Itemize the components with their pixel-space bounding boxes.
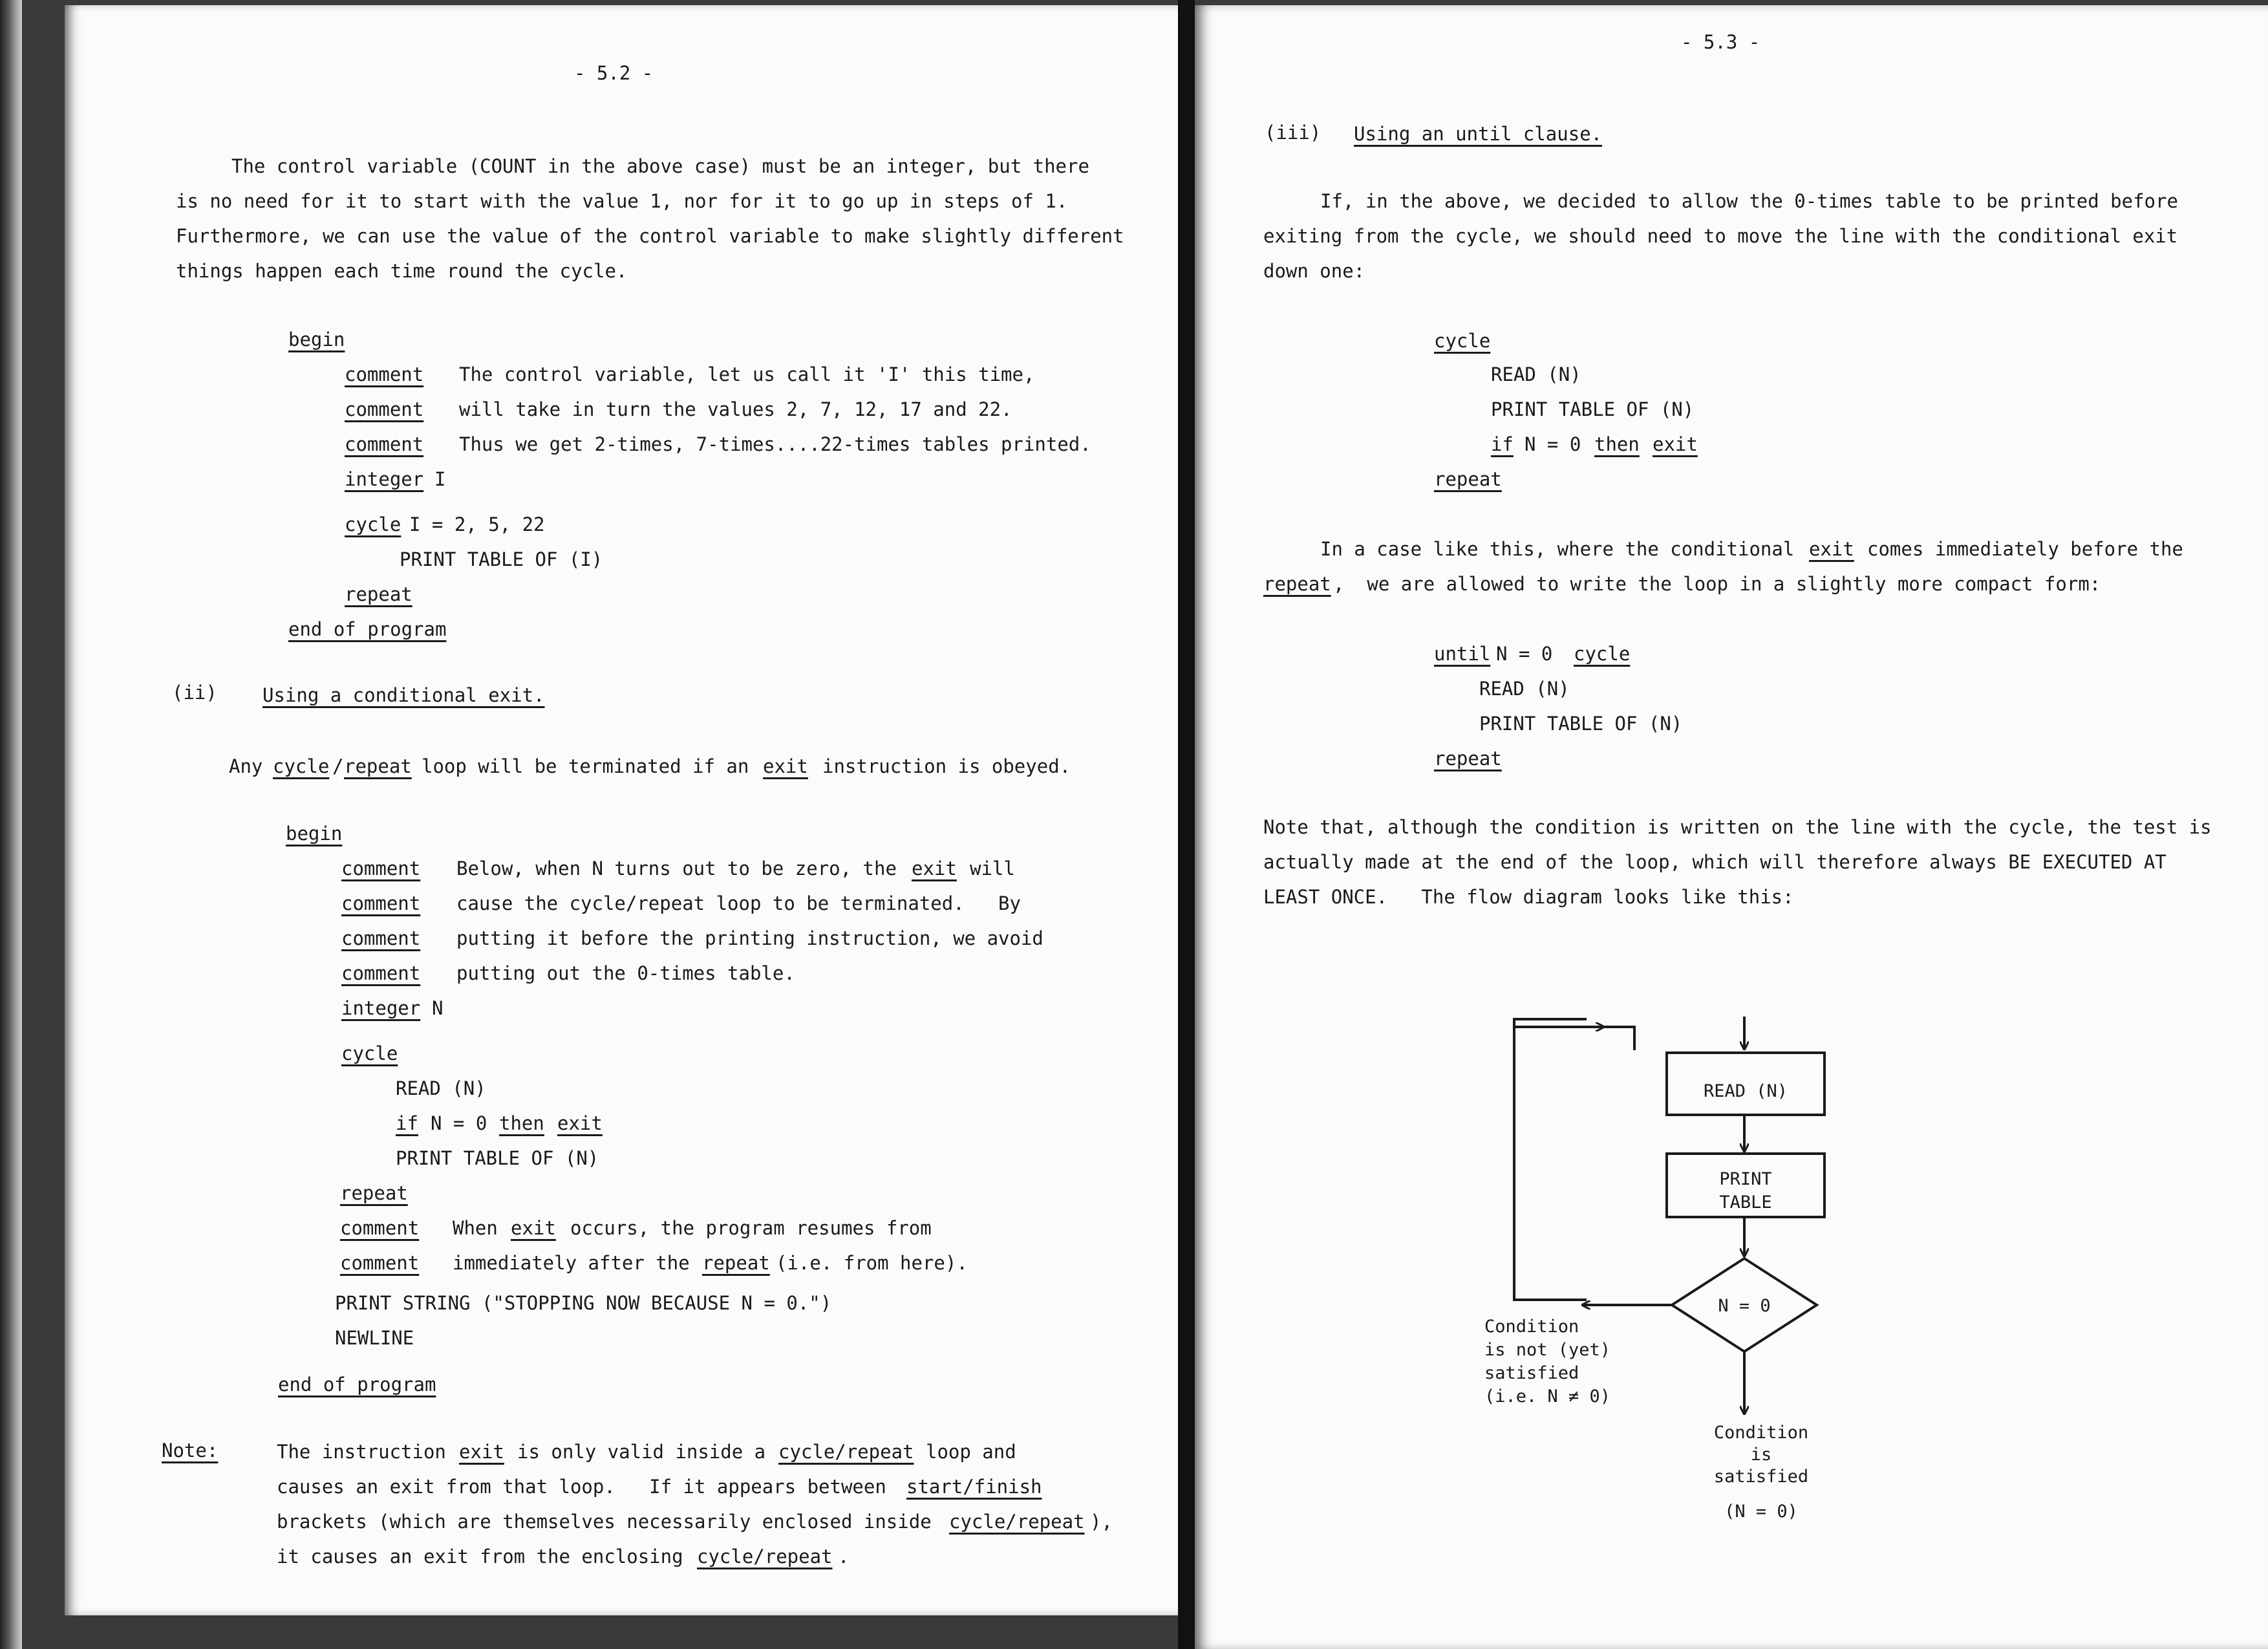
- read-box-label: READ (N): [1703, 1081, 1788, 1101]
- keyword-end-of-program: end of program: [288, 618, 447, 640]
- note-keyword: exit: [459, 1441, 504, 1463]
- comment-text: occurs, the program resumes from: [570, 1217, 932, 1239]
- true-branch-label: (N = 0): [1724, 1502, 1798, 1522]
- print-box-label: TABLE: [1719, 1192, 1772, 1212]
- note-text: is only valid inside a: [517, 1441, 766, 1463]
- keyword-then: then: [499, 1112, 544, 1134]
- sentence-keyword: repeat: [344, 755, 412, 777]
- paragraph-line: exiting from the cycle, we should need to move the line with the conditional exit: [1263, 225, 2178, 247]
- note-text: brackets (which are themselves necessarily enclosed inside: [277, 1511, 932, 1533]
- paragraph-line: LEAST ONCE. The flow diagram looks like this:: [1263, 886, 1794, 908]
- comment-text: Below, when N turns out to be zero, the: [456, 857, 897, 879]
- comment-text: immediately after the: [453, 1252, 690, 1274]
- note-text: ),: [1090, 1511, 1113, 1533]
- keyword-repeat: repeat: [340, 1182, 408, 1204]
- condition: N = 0: [1496, 643, 1553, 665]
- false-branch-label: satisfied: [1484, 1363, 1579, 1383]
- page-number: - 5.2 -: [574, 62, 654, 84]
- note-label: Note:: [162, 1439, 219, 1461]
- paragraph-line: Note that, although the condition is written on the line with the cycle, the test is: [1263, 816, 2212, 838]
- keyword-begin: begin: [286, 823, 343, 845]
- paragraph-line: down one:: [1263, 260, 1365, 282]
- keyword-if: if: [1491, 433, 1514, 455]
- keyword-comment: comment: [340, 1217, 420, 1239]
- intro-line: Furthermore, we can use the value of the control variable to make slightly different: [176, 225, 1124, 247]
- keyword-repeat: repeat: [1434, 748, 1502, 770]
- code-line: NEWLINE: [335, 1327, 414, 1349]
- sentence-part: loop will be terminated if an: [422, 755, 749, 777]
- note-keyword: cycle/repeat: [697, 1546, 833, 1568]
- flow-diagram: [1195, 5, 2268, 1649]
- code-line: READ (N): [1479, 678, 1570, 700]
- code-line: PRINT TABLE OF (N): [1491, 398, 1695, 420]
- code-line: READ (N): [396, 1077, 486, 1099]
- keyword-exit: exit: [912, 857, 957, 879]
- note-text: The instruction: [277, 1441, 446, 1463]
- code-line: READ (N): [1491, 363, 1581, 385]
- code-line: PRINT TABLE OF (I): [400, 548, 603, 570]
- note-keyword: cycle/repeat: [778, 1441, 914, 1463]
- comment-text: (i.e. from here).: [776, 1252, 968, 1274]
- keyword-comment: comment: [345, 433, 424, 455]
- keyword-cycle: cycle: [1574, 643, 1631, 665]
- comment-text: putting out the 0-times table.: [456, 962, 795, 984]
- note-text: it causes an exit from the enclosing: [277, 1546, 683, 1568]
- note-keyword: start/finish: [906, 1476, 1042, 1498]
- condition: N = 0: [431, 1112, 487, 1134]
- book-gutter: [1178, 0, 1195, 1649]
- keyword-repeat: repeat: [702, 1252, 770, 1274]
- keyword-integer: integer: [345, 468, 424, 490]
- paragraph-keyword: exit: [1809, 538, 1854, 560]
- keyword-exit: exit: [557, 1112, 603, 1134]
- true-branch-label: is: [1750, 1445, 1772, 1465]
- true-branch-label: satisfied: [1713, 1467, 1809, 1487]
- loop-back-line: [1514, 1019, 1587, 1300]
- note-text: loop and: [926, 1441, 1016, 1463]
- comment-text: will: [970, 857, 1015, 879]
- section-number: (iii): [1265, 122, 1321, 144]
- keyword-if: if: [396, 1112, 418, 1134]
- loop-return-arrow: [1514, 1027, 1603, 1297]
- code-line: PRINT STRING ("STOPPING NOW BECAUSE N = 0."): [335, 1292, 832, 1314]
- keyword-comment: comment: [341, 927, 421, 949]
- note-text: .: [838, 1546, 850, 1568]
- keyword-comment: comment: [341, 892, 421, 914]
- left-page: [65, 5, 1178, 1615]
- section-title: Using a conditional exit.: [262, 684, 545, 706]
- cycle-range: I = 2, 5, 22: [409, 513, 545, 535]
- paragraph-line: comes immediately before the: [1867, 538, 2183, 560]
- variable-name: N: [432, 997, 444, 1019]
- keyword-comment: comment: [341, 962, 421, 984]
- section-number: (ii): [172, 682, 217, 704]
- decision-label: N = 0: [1718, 1296, 1771, 1316]
- sentence-part: /: [332, 755, 344, 777]
- keyword-end-of-program: end of program: [278, 1374, 436, 1396]
- comment-text: The control variable, let us call it 'I' this time,: [459, 363, 1035, 385]
- keyword-until: until: [1434, 643, 1491, 665]
- true-branch-label: Condition: [1713, 1423, 1809, 1443]
- keyword-repeat: repeat: [1434, 468, 1502, 490]
- paragraph-line: In a case like this, where the conditional: [1320, 538, 1795, 560]
- keyword-exit: exit: [511, 1217, 556, 1239]
- comment-text: Thus we get 2-times, 7-times....22-times tables printed.: [459, 433, 1091, 455]
- keyword-comment: comment: [345, 363, 424, 385]
- code-line: PRINT TABLE OF (N): [1479, 713, 1683, 735]
- code-line: PRINT TABLE OF (N): [396, 1147, 599, 1169]
- false-branch-label: Condition: [1484, 1317, 1579, 1337]
- sentence-part: instruction is obeyed.: [822, 755, 1071, 777]
- variable-name: I: [434, 468, 446, 490]
- note-keyword: cycle/repeat: [949, 1511, 1085, 1533]
- keyword-comment: comment: [345, 398, 424, 420]
- book-edge: [0, 0, 22, 1649]
- sentence-keyword: exit: [763, 755, 808, 777]
- sentence-part: Any: [229, 755, 263, 777]
- loop-join-line: [1603, 1027, 1634, 1050]
- page-number: - 5.3 -: [1681, 31, 1760, 53]
- paragraph-line: actually made at the end of the loop, which will therefore always BE EXECUTED AT: [1263, 851, 2166, 873]
- keyword-cycle: cycle: [341, 1042, 398, 1064]
- section-title: Using an until clause.: [1354, 123, 1603, 145]
- keyword-repeat: repeat: [345, 583, 412, 605]
- keyword-exit: exit: [1653, 433, 1698, 455]
- intro-line: is no need for it to start with the value 1, nor for it to go up in steps of 1.: [176, 190, 1068, 212]
- keyword-begin: begin: [288, 329, 345, 350]
- keyword-comment: comment: [341, 857, 421, 879]
- note-text: causes an exit from that loop. If it appears between: [277, 1476, 886, 1498]
- comment-text: cause the cycle/repeat loop to be terminated. By: [456, 892, 1021, 914]
- false-branch-label: (i.e. N ≠ 0): [1484, 1386, 1611, 1406]
- keyword-cycle: cycle: [345, 513, 401, 535]
- paragraph-line: , we are allowed to write the loop in a slightly more compact form:: [1333, 573, 2101, 595]
- sentence-keyword: cycle: [273, 755, 330, 777]
- print-box-label: PRINT: [1719, 1169, 1772, 1189]
- intro-line: The control variable (COUNT in the above case) must be an integer, but there: [231, 155, 1089, 177]
- comment-text: putting it before the printing instruction, we avoid: [456, 927, 1043, 949]
- keyword-cycle: cycle: [1434, 330, 1491, 352]
- keyword-integer: integer: [341, 997, 421, 1019]
- condition: N = 0: [1524, 433, 1581, 455]
- paragraph-keyword: repeat: [1263, 573, 1331, 595]
- paragraph-line: If, in the above, we decided to allow the 0-times table to be printed before: [1320, 190, 2178, 212]
- intro-line: things happen each time round the cycle.: [176, 260, 628, 282]
- comment-text: will take in turn the values 2, 7, 12, 17 and 22.: [459, 398, 1012, 420]
- comment-text: When: [453, 1217, 498, 1239]
- keyword-comment: comment: [340, 1252, 420, 1274]
- false-branch-label: is not (yet): [1484, 1340, 1611, 1360]
- keyword-then: then: [1594, 433, 1640, 455]
- right-page: [1195, 5, 2268, 1649]
